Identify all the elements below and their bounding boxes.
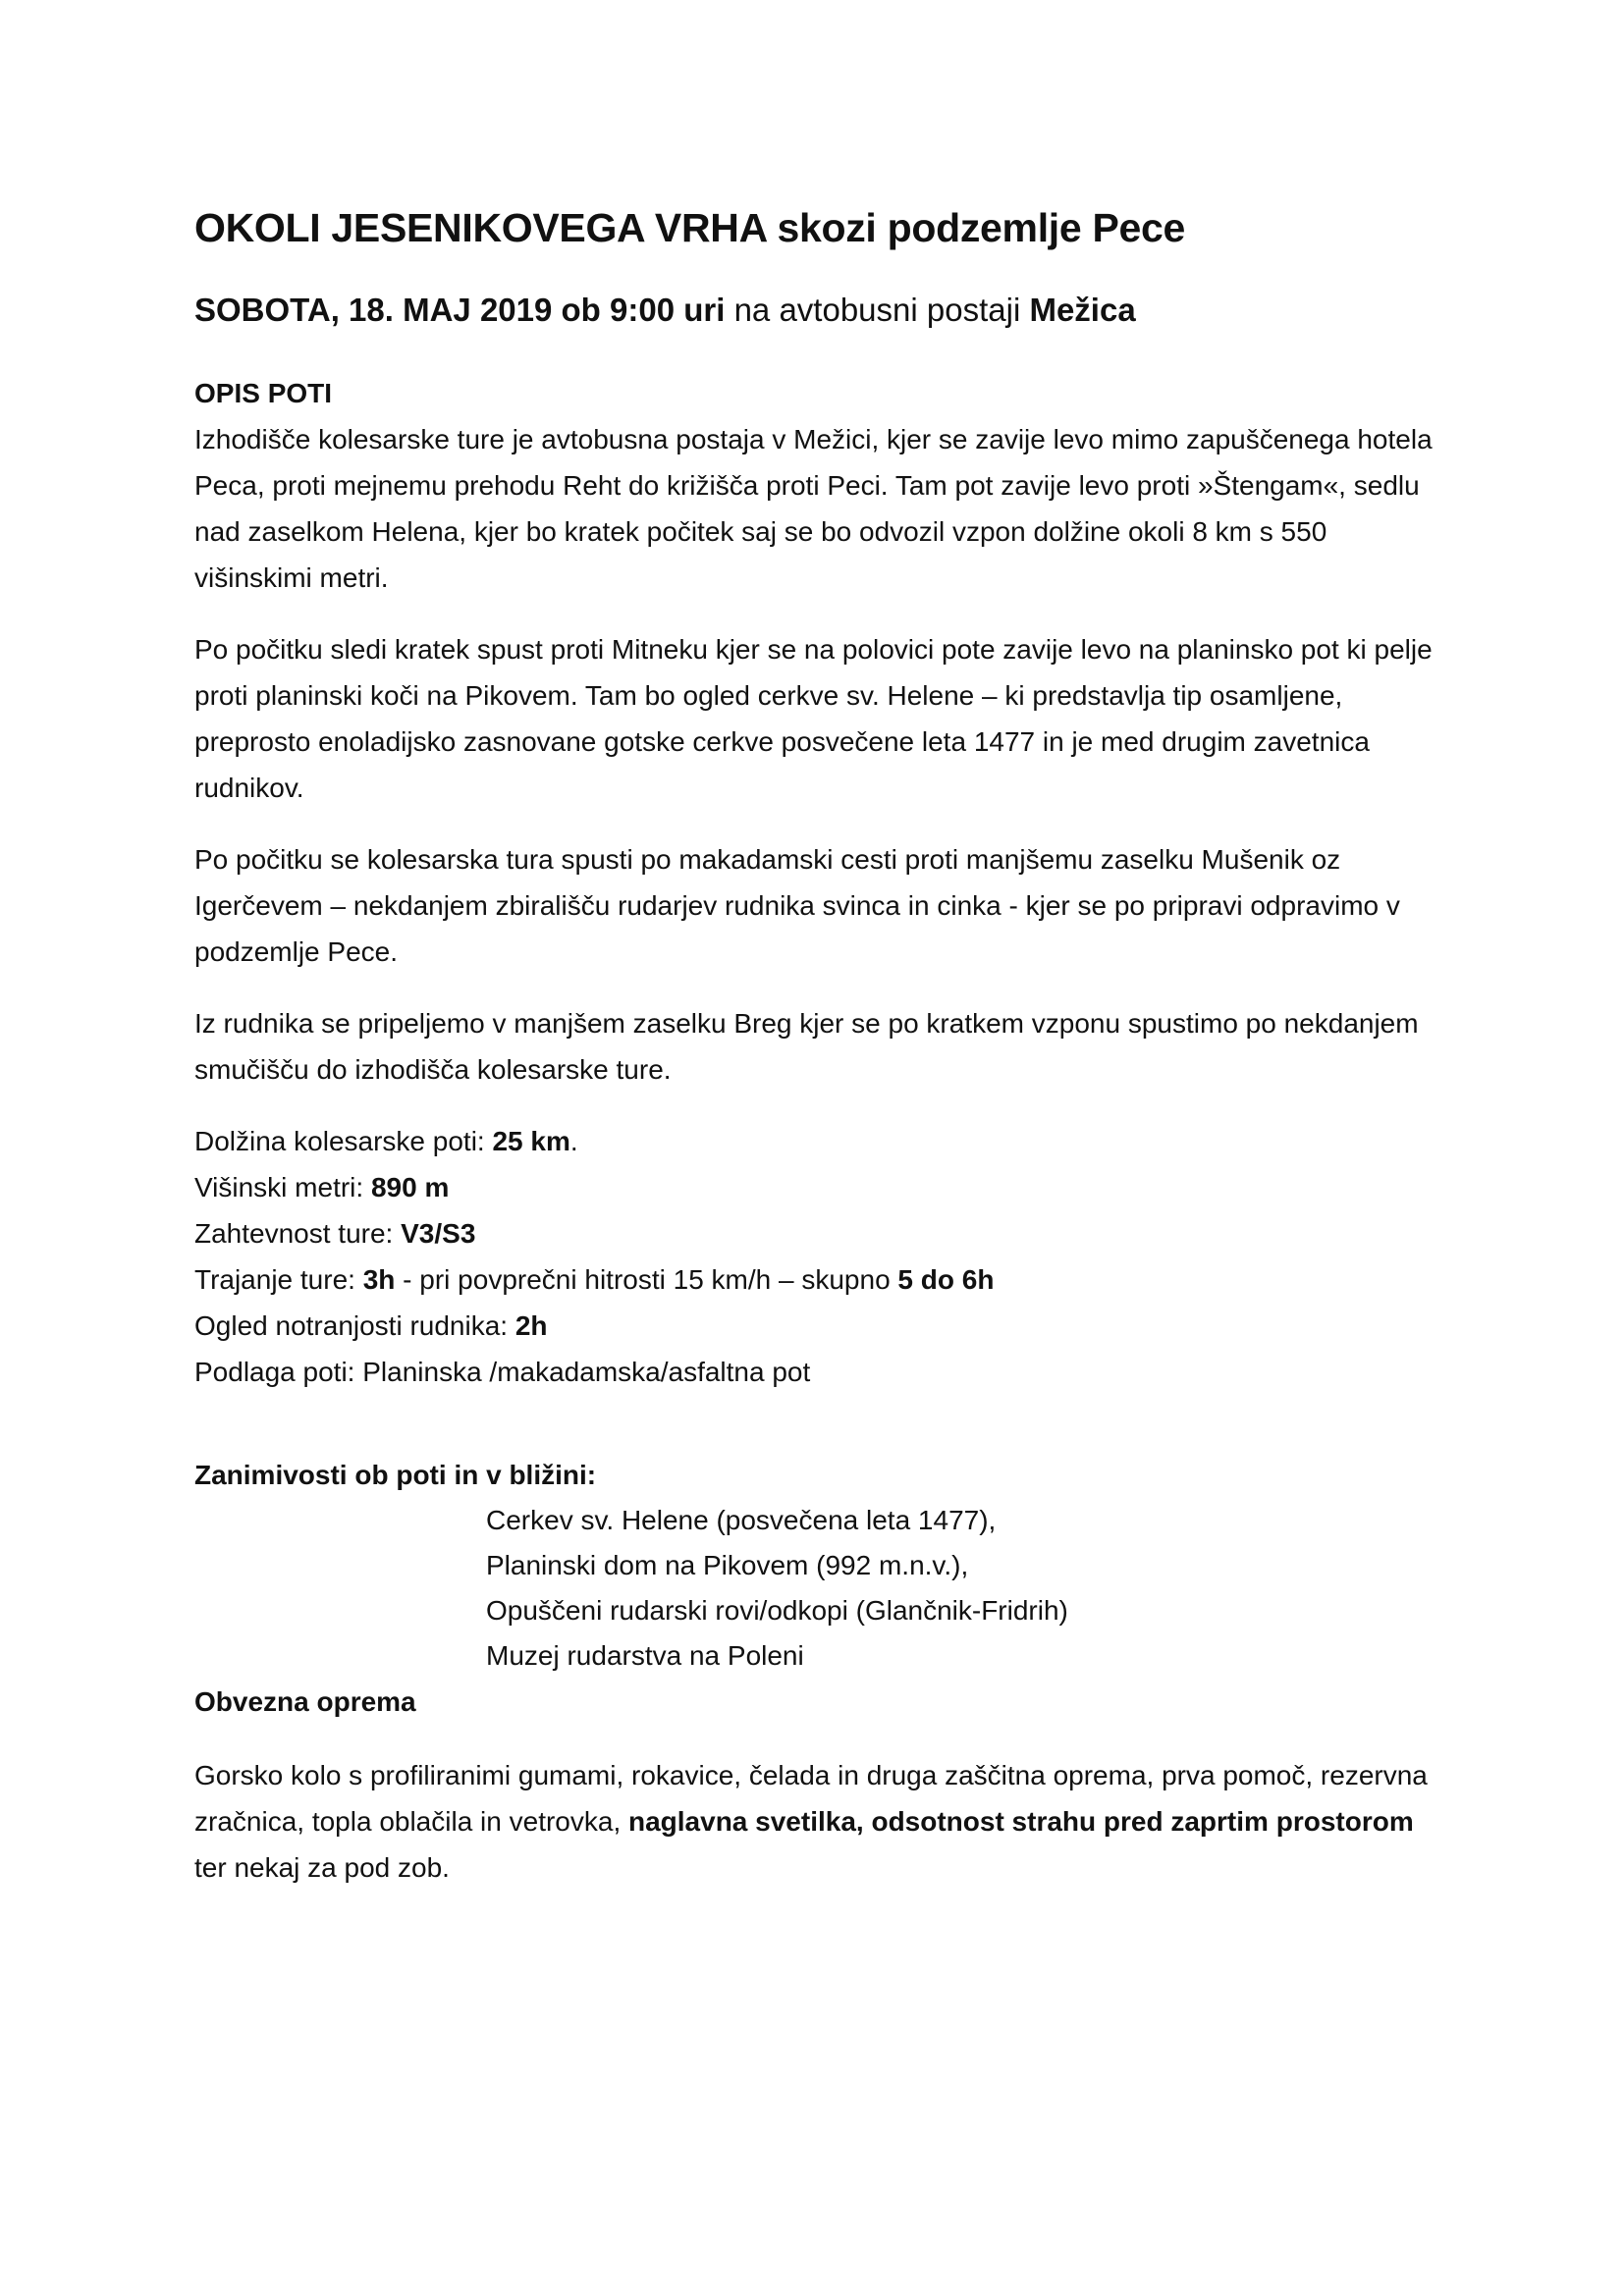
interests-heading-text: Zanimivosti ob poti in v bližini <box>194 1459 587 1490</box>
fact-difficulty <box>194 1210 1441 1256</box>
fact-duration-middle: - pri povprečni hitrosti 15 km/h – skupno <box>395 1263 898 1295</box>
event-place: Mežica <box>1029 292 1136 329</box>
event-location-connector: na avtobusni postaji <box>725 292 1030 329</box>
interests-heading <box>194 1452 1441 1498</box>
route-heading: OPIS POTI <box>194 378 333 409</box>
interest-item: Cerkev sv. Helene (posvečena leta 1477), <box>486 1504 997 1535</box>
document-title: OKOLI JESENIKOVEGA VRHA skozi podzemlje Pece <box>194 205 1186 250</box>
fact-length-suffix: . <box>569 1125 578 1156</box>
route-paragraph-4: Iz rudnika se pripeljemo v manjšem zaselku Breg kjer se po kratkem vzponu spustimo po nekdanjem smučišču do izhodišča kolesarske ture. <box>194 1007 1419 1085</box>
fact-duration-value: 3h <box>362 1263 396 1295</box>
gear-heading: Obvezna oprema <box>194 1685 416 1717</box>
tour-facts <box>194 1118 1441 1395</box>
gear-text-start: Gorsko kolo s profiliranimi gumami, rokavice, čelada in druga zaščitna oprema, prva pomoč, rezervna zračnica, topla oblačila in vetrovka, <box>194 1759 1428 1837</box>
event-date-location <box>194 290 1441 332</box>
interest-item: Muzej rudarstva na Poleni <box>486 1639 804 1671</box>
route-paragraph-1: Izhodišče kolesarske ture je avtobusna postaja v Mežici, kjer se zavije levo mimo zapuščenega hotela Peca, proti mejnemu prehodu Reht do križišča proti Peci. Tam pot zavije levo proti »Štengam«, sedlu nad zaselkom Helena, kjer bo kratek počitek saj se bo odvozil vzpon dolžine okoli 8 km s 550 višinskimi metri. <box>194 423 1433 593</box>
gear-text-end: ter nekaj za pod zob. <box>194 1851 450 1883</box>
fact-mine-value: 2h <box>514 1309 548 1341</box>
fact-mine-visit <box>194 1303 1441 1349</box>
interest-item: Planinski dom na Pikovem (992 m.n.v.), <box>486 1549 969 1580</box>
event-date-time: SOBOTA, 18. MAJ 2019 ob 9:00 uri <box>194 292 726 329</box>
fact-difficulty-label: Zahtevnost ture: <box>194 1217 402 1249</box>
gear-text <box>194 1752 1441 1891</box>
route-paragraph-2: Po počitku sledi kratek spust proti Mitneku kjer se na polovici pote zavije levo na planinsko pot ki pelje proti planinski koči na Pikovem. Tam bo ogled cerkve sv. Helene – ki predstavlja tip osamljene, preprosto enoladijsko zasnovane gotske cerkve posvečene leta 1477 in je med drugim zavetnica rudnikov. <box>194 633 1433 803</box>
fact-length-value: 25 km <box>492 1125 570 1156</box>
gear-text-bold: naglavna svetilka, odsotnost strahu pred zaprtim prostorom <box>628 1805 1414 1837</box>
fact-elevation-label: Višinski metri: <box>194 1171 371 1202</box>
fact-mine-label: Ogled notranjosti rudnika: <box>194 1309 515 1341</box>
interests-list <box>194 1498 1441 1679</box>
interests-heading-colon: : <box>586 1459 597 1490</box>
route-paragraph-3: Po počitku se kolesarska tura spusti po makadamski cesti proti manjšemu zaselku Mušenik oz Igerčevem – nekdanjem zbirališču rudarjev rudnika svinca in cinka - kjer se po pripravi odpravimo v podzemlje Pece. <box>194 843 1400 967</box>
fact-surface: Podlaga poti: Planinska /makadamska/asfaltna pot <box>194 1356 811 1387</box>
fact-duration <box>194 1256 1441 1303</box>
fact-difficulty-value: V3/S3 <box>401 1217 476 1249</box>
fact-duration-label: Trajanje ture: <box>194 1263 363 1295</box>
fact-elevation <box>194 1164 1441 1210</box>
interest-item: Opuščeni rudarski rovi/odkopi (Glančnik-Fridrih) <box>486 1594 1068 1626</box>
document-page <box>194 204 1441 1891</box>
fact-length <box>194 1118 1441 1164</box>
fact-length-label: Dolžina kolesarske poti: <box>194 1125 493 1156</box>
fact-duration-total: 5 do 6h <box>897 1263 995 1295</box>
fact-elevation-value: 890 m <box>370 1171 450 1202</box>
